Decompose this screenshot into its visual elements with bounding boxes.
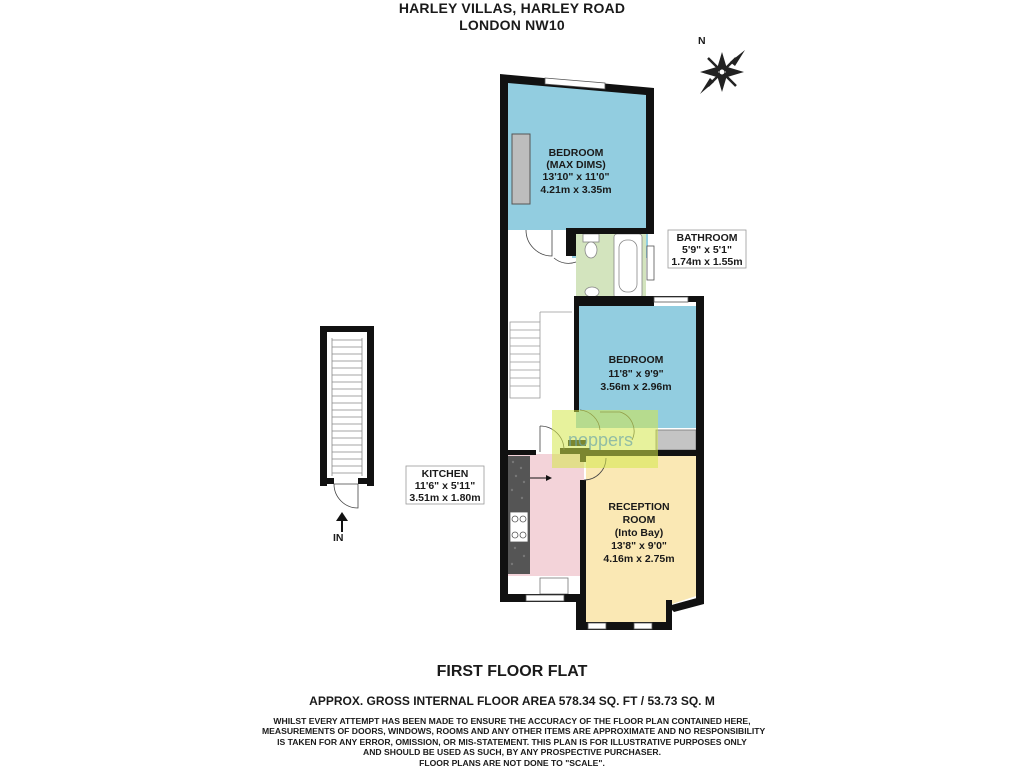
compass-north-label: N: [698, 35, 706, 47]
bedroom-2-fill: [576, 306, 696, 428]
reception-qualifier: (Into Bay): [614, 527, 664, 539]
reception-metric: 4.16m x 2.75m: [603, 553, 675, 565]
address-line-2: LONDON NW10: [459, 17, 565, 33]
entrance-arrow-icon: [336, 512, 348, 532]
address-line-1: HARLEY VILLAS, HARLEY ROAD: [398, 0, 626, 16]
compass-rose-icon: [700, 50, 745, 94]
floor-title: FIRST FLOOR FLAT: [436, 663, 588, 680]
entrance-staircase: [320, 326, 374, 508]
bathroom-name: BATHROOM: [676, 232, 738, 244]
reception-imperial: 13'8" x 9'0": [611, 540, 667, 552]
reception-name: RECEPTION: [608, 501, 670, 513]
bathroom-metric: 1.74m x 1.55m: [671, 256, 743, 268]
disclaimer-line: MEASUREMENTS OF DOORS, WINDOWS, ROOMS AND ANY OTHER ITEMS ARE APPROXIMATE AND NO RESPONSIBILITY: [262, 726, 766, 737]
kitchen-name: KITCHEN: [421, 468, 469, 480]
disclaimer-line: FLOOR PLANS ARE NOT DONE TO "SCALE".: [419, 757, 605, 768]
entrance-in-label: IN: [333, 532, 344, 544]
kitchen-imperial: 11'6" x 5'11": [414, 480, 476, 492]
floor-area: APPROX. GROSS INTERNAL FLOOR AREA 578.34 SQ. FT / 53.73 SQ. M: [309, 694, 715, 708]
wardrobe: [512, 134, 530, 204]
disclaimer: [262, 716, 766, 768]
bedroom-1-name: BEDROOM: [548, 147, 604, 159]
bedroom-1-qualifier: (MAX DIMS): [546, 159, 606, 171]
kitchen-metric: 3.51m x 1.80m: [409, 492, 481, 504]
bedroom-2-storage: [656, 430, 696, 450]
bedroom-2-imperial: 11'8" x 9'9": [608, 368, 664, 380]
bedroom-1-metric: 4.21m x 3.35m: [540, 184, 612, 196]
watermark-text: noppers: [568, 430, 634, 450]
bedroom-2-name: BEDROOM: [608, 354, 664, 366]
disclaimer-line: AND SHOULD BE USED AS SUCH, BY ANY PROSPECTIVE PURCHASER.: [363, 747, 661, 758]
disclaimer-line: WHILST EVERY ATTEMPT HAS BEEN MADE TO ENSURE THE ACCURACY OF THE FLOOR PLAN CONTAINED HERE,: [273, 716, 751, 726]
reception-name-2: ROOM: [622, 514, 656, 526]
disclaimer-line: IS TAKEN FOR ANY ERROR, OMISSION, OR MIS-STATEMENT. THIS PLAN IS FOR ILLUSTRATIVE PURPOSES ONLY: [277, 736, 747, 747]
bedroom-2-metric: 3.56m x 2.96m: [600, 381, 672, 393]
bathroom-imperial: 5'9" x 5'1": [682, 244, 732, 256]
bedroom-1-imperial: 13'10" x 11'0": [542, 171, 610, 183]
